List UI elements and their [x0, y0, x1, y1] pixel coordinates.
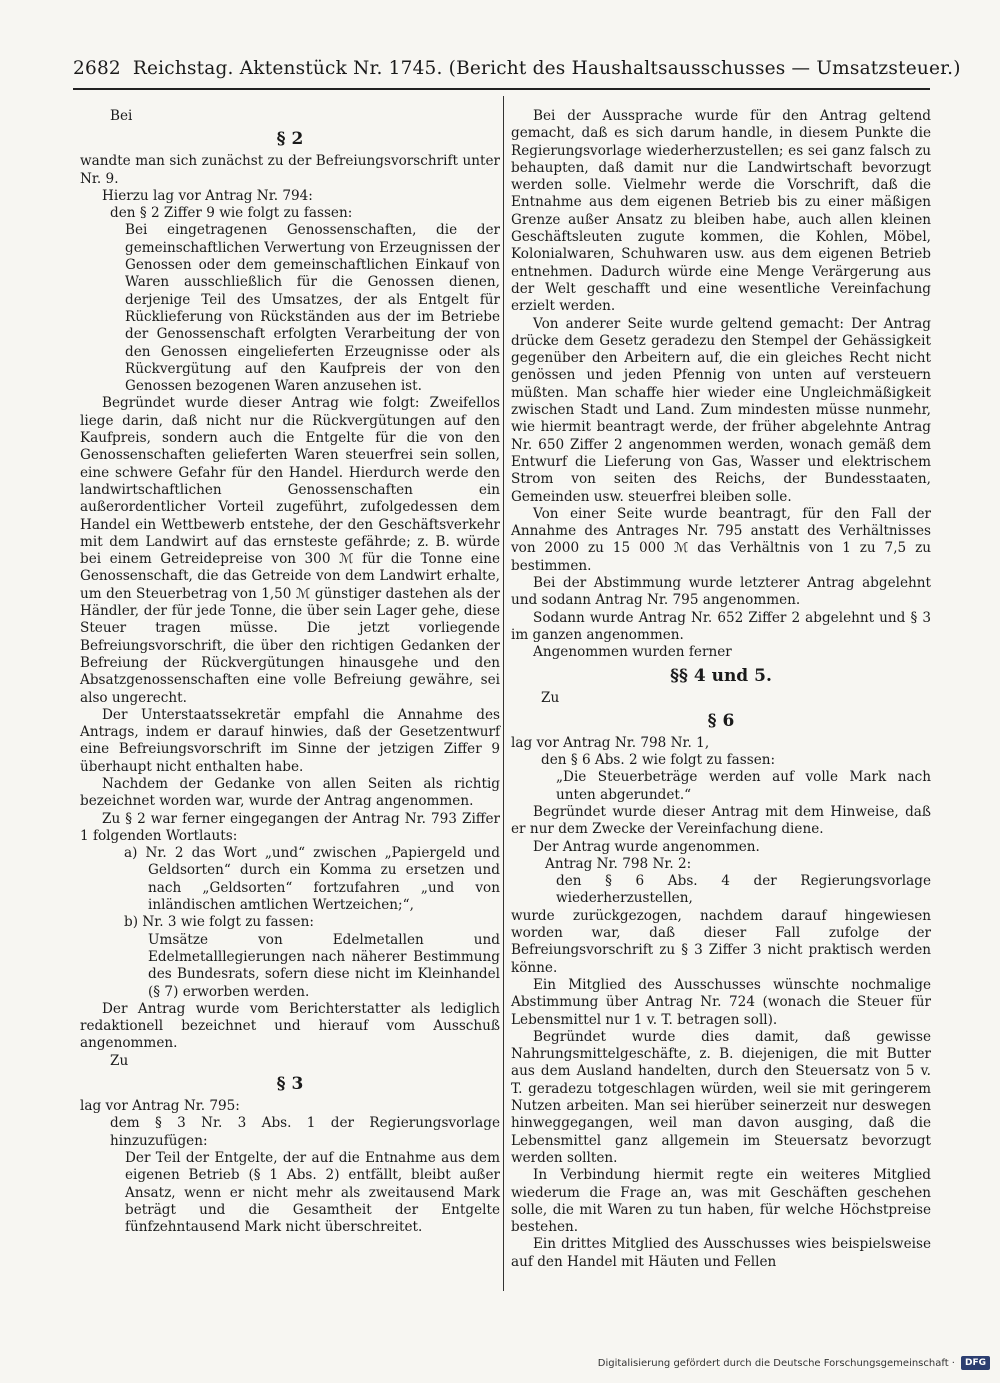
- paragraph: Umsätze von Edelmetallen und Edelmetalllegierungen nach näherer Bestimmung des Bundesrats, sofern diese nicht im Kleinhandel (§ 7) erworben werden.: [148, 931, 500, 1000]
- section-heading: § 6: [707, 710, 735, 731]
- paragraph: Hierzu lag vor Antrag Nr. 794:: [102, 187, 313, 204]
- paragraph: Ein Mitglied des Ausschusses wünschte nochmalige Abstimmung über Antrag Nr. 724 (wonach die Steuer für Lebensmittel nur 1 v. T. betragen soll).: [511, 976, 931, 1028]
- paragraph: wurde zurückgezogen, nachdem darauf hingewiesen worden war, daß dieser Fall zufolge der Befreiungsvorschrift zu § 3 Ziffer 3 nicht praktisch werden könne.: [511, 907, 931, 976]
- paragraph: Von einer Seite wurde beantragt, für den Fall der Annahme des Antrages Nr. 795 anstatt des Verhältnisses von 2000 zu 15 000 ℳ das Verhältnis von 1 zu 7,5 zu bestimmen.: [511, 505, 931, 574]
- dfg-logo: DFG: [961, 1356, 990, 1370]
- paragraph: dem § 3 Nr. 3 Abs. 1 der Regierungsvorlage hinzuzufügen:: [110, 1115, 500, 1149]
- paragraph: In Verbindung hiermit regte ein weiteres Mitglied wiederum die Frage an, was mit Geschäften geschehen solle, die mit Waren zu tun haben, für welche Höchstpreise bestehen.: [511, 1167, 931, 1236]
- paragraph: a) Nr. 2 das Wort „und“ zwischen „Papiergeld und Geldsorten“ durch ein Komma zu ersetzen und nach „Geldsorten“ fortzufahren „und von inländischen amtlichen Wertzeichen;“,: [124, 845, 500, 914]
- right-column: [511, 108, 931, 1271]
- paragraph: Begründet wurde dies damit, daß gewisse Nahrungsmittelgeschäfte, z. B. diejenigen, die mit Butter aus dem Ausland handelten, durch den Steuersatz von 5 v. T. geradezu totgeschlagen würden, weil sie mit geringerem Nutzen arbeiten. Man sei hierüber seinerzeit nur deswegen hinweggegangen, weil man davon ausging, daß die Lebensmittel ganz allgemein im Steuersatz bevorzugt werden sollten.: [511, 1028, 931, 1166]
- paragraph: den § 6 Abs. 2 wie folgt zu fassen:: [541, 752, 776, 769]
- section-heading: § 3: [276, 1074, 304, 1095]
- paragraph: „Die Steuerbeträge werden auf volle Mark nach unten abgerundet.“: [556, 769, 931, 803]
- paragraph: Antrag Nr. 798 Nr. 2:: [545, 855, 692, 872]
- paragraph: Der Antrag wurde vom Berichterstatter als lediglich redaktionell bezeichnet und hierauf vom Ausschuß angenommen.: [80, 1000, 500, 1052]
- paragraph: Angenommen wurden ferner: [533, 644, 732, 661]
- page-header: [73, 58, 961, 88]
- column-divider: [503, 96, 504, 1291]
- paragraph: Der Teil der Entgelte, der auf die Entnahme aus dem eigenen Betrieb (§ 1 Abs. 2) entfällt, bleibt außer Ansatz, wenn er nicht mehr als zweitausend Mark beträgt und die Gesamtheit der Entgelte fünfzehntausend Mark nicht überschreitet.: [125, 1149, 500, 1236]
- page-number: 2682: [73, 58, 121, 79]
- section-heading: § 2: [276, 129, 304, 150]
- paragraph: Zu: [541, 689, 560, 706]
- paragraph: Sodann wurde Antrag Nr. 652 Ziffer 2 abgelehnt und § 3 im ganzen angenommen.: [511, 609, 931, 643]
- section-heading: §§ 4 und 5.: [670, 665, 772, 686]
- paragraph: Zu § 2 war ferner eingegangen der Antrag Nr. 793 Ziffer 1 folgenden Wortlauts:: [80, 810, 500, 844]
- paragraph: Bei: [110, 108, 133, 124]
- paragraph: b) Nr. 3 wie folgt zu fassen:: [124, 914, 314, 931]
- paragraph: den § 2 Ziffer 9 wie folgt zu fassen:: [110, 205, 353, 222]
- paragraph: Von anderer Seite wurde geltend gemacht: Der Antrag drücke dem Gesetz geradezu den Stempel der Gehässigkeit gegenüber den Arbeitern auf, die ein gleiches Recht nicht genössen und jeden Pfennig von unten auf versteuern müßten. Man schaffe hier wieder eine Ungleichmäßigkeit zwischen Stadt und Land. Zum mindesten müsse nunmehr, wie hiermit beantragt werde, der früher abgelehnte Antrag Nr. 650 Ziffer 2 angenommen werden, wonach gemäß dem Entwurf die Lieferung von Gas, Wasser und elektrischem Strom von seiten des Reichs, der Bundesstaaten, Gemeinden usw. steuerfrei bleiben solle.: [511, 315, 931, 505]
- paragraph: lag vor Antrag Nr. 795:: [80, 1098, 240, 1115]
- paragraph: Der Unterstaatssekretär empfahl die Annahme des Antrags, indem er darauf hinwies, daß der Gesetzentwurf eine Befreiungsvorschrift im Sinne der jetzigen Ziffer 9 überhaupt nicht enthalten habe.: [80, 706, 500, 775]
- left-column: [80, 108, 500, 1236]
- paragraph: Nachdem der Gedanke von allen Seiten als richtig bezeichnet worden war, wurde der Antrag angenommen.: [80, 775, 500, 810]
- paragraph: Bei der Aussprache wurde für den Antrag geltend gemacht, daß es sich darum handle, in diesem Punkte die Regierungsvorlage wiederherzustellen; es sei ganz falsch zu behaupten, daß damit nur die Landwirtschaft bevorzugt werden solle. Vielmehr werde die Vorschrift, daß die Entnahme aus dem eigenen Betrieb bis zu einer mäßigen Grenze außer Ansatz zu bleiben habe, auch allen kleinen Geschäftsleuten zugute kommen, die Kohlen, Möbel, Kolonialwaren, Schuhwaren usw. aus dem eigenen Betrieb entnehmen. Dadurch würde eine Menge Verärgerung aus der Welt geschafft und eine wesentliche Vereinfachung erzielt werden.: [511, 108, 931, 315]
- paragraph: Zu: [110, 1052, 129, 1069]
- footer-credit-text: Digitalisierung gefördert durch die Deutsche Forschungsgemeinschaft ·: [597, 1357, 955, 1369]
- footer-credit: [598, 1353, 990, 1373]
- paragraph: Begründet wurde dieser Antrag mit dem Hinweise, daß er nur dem Zwecke der Vereinfachung diene.: [511, 803, 931, 838]
- paragraph: wandte man sich zunächst zu der Befreiungsvorschrift unter Nr. 9.: [80, 153, 500, 187]
- running-title: Reichstag. Aktenstück Nr. 1745. (Bericht des Haushaltsausschusses — Umsatzsteuer.): [132, 58, 961, 79]
- paragraph: Ein drittes Mitglied des Ausschusses wies beispielsweise auf den Handel mit Häuten und Fellen: [511, 1236, 931, 1270]
- paragraph: Begründet wurde dieser Antrag wie folgt: Zweifellos liege darin, daß nicht nur die Rückvergütungen auf den Kaufpreis, sondern auch die Entgelte für die von den Genossenschaften gelieferten Waren steuerfrei sein sollen, eine schwere Gefahr für den Handel. Hierdurch werde den landwirtschaftlichen Genossenschaften ein außerordentlicher Vorteil zugeführt, zufolgedessen dem Handel ein Wettbewerb entstehe, der den Geschäftsverkehr mit dem Landwirt auf das ernsteste gefährde; z. B. würde bei einem Getreidepreise von 300 ℳ für die Tonne eine Genossenschaft, die das Getreide von dem Landwirt erhalte, um den Steuerbetrag von 1,50 ℳ günstiger dastehen als der Händler, der für jede Tonne, die über sein Lager gehe, diese Steuer tragen müsse. Die jetzt vorliegende Befreiungsvorschrift, die über den richtigen Gedanken der Befreiung der Rückvergütungen hinausgehe und den Absatzgenossenschaften eine volle Befreiung gewähre, sei also ungerecht.: [80, 395, 500, 706]
- paragraph: Bei eingetragenen Genossenschaften, die der gemeinschaftlichen Verwertung von Erzeugnissen der Genossen oder dem gemeinschaftlichen Einkauf von Waren ausschließlich für die Genossen dienen, derjenige Teil des Umsatzes, der als Entgelt für Rücklieferung von Rückständen aus der im Betriebe der Genossenschaft erfolgten Verarbeitung der von den Genossen eingelieferten Erzeugnisse oder als Rückvergütung auf den Kaufpreis der von den Genossen bezogenen Waren anzusehen ist.: [125, 222, 500, 395]
- paragraph: den § 6 Abs. 4 der Regierungsvorlage wiederherzustellen,: [556, 873, 931, 907]
- paragraph: Bei der Abstimmung wurde letzterer Antrag abgelehnt und sodann Antrag Nr. 795 angenommen.: [511, 575, 931, 609]
- paragraph: Der Antrag wurde angenommen.: [533, 838, 760, 855]
- paragraph: lag vor Antrag Nr. 798 Nr. 1,: [511, 734, 710, 751]
- header-rule: [73, 88, 930, 90]
